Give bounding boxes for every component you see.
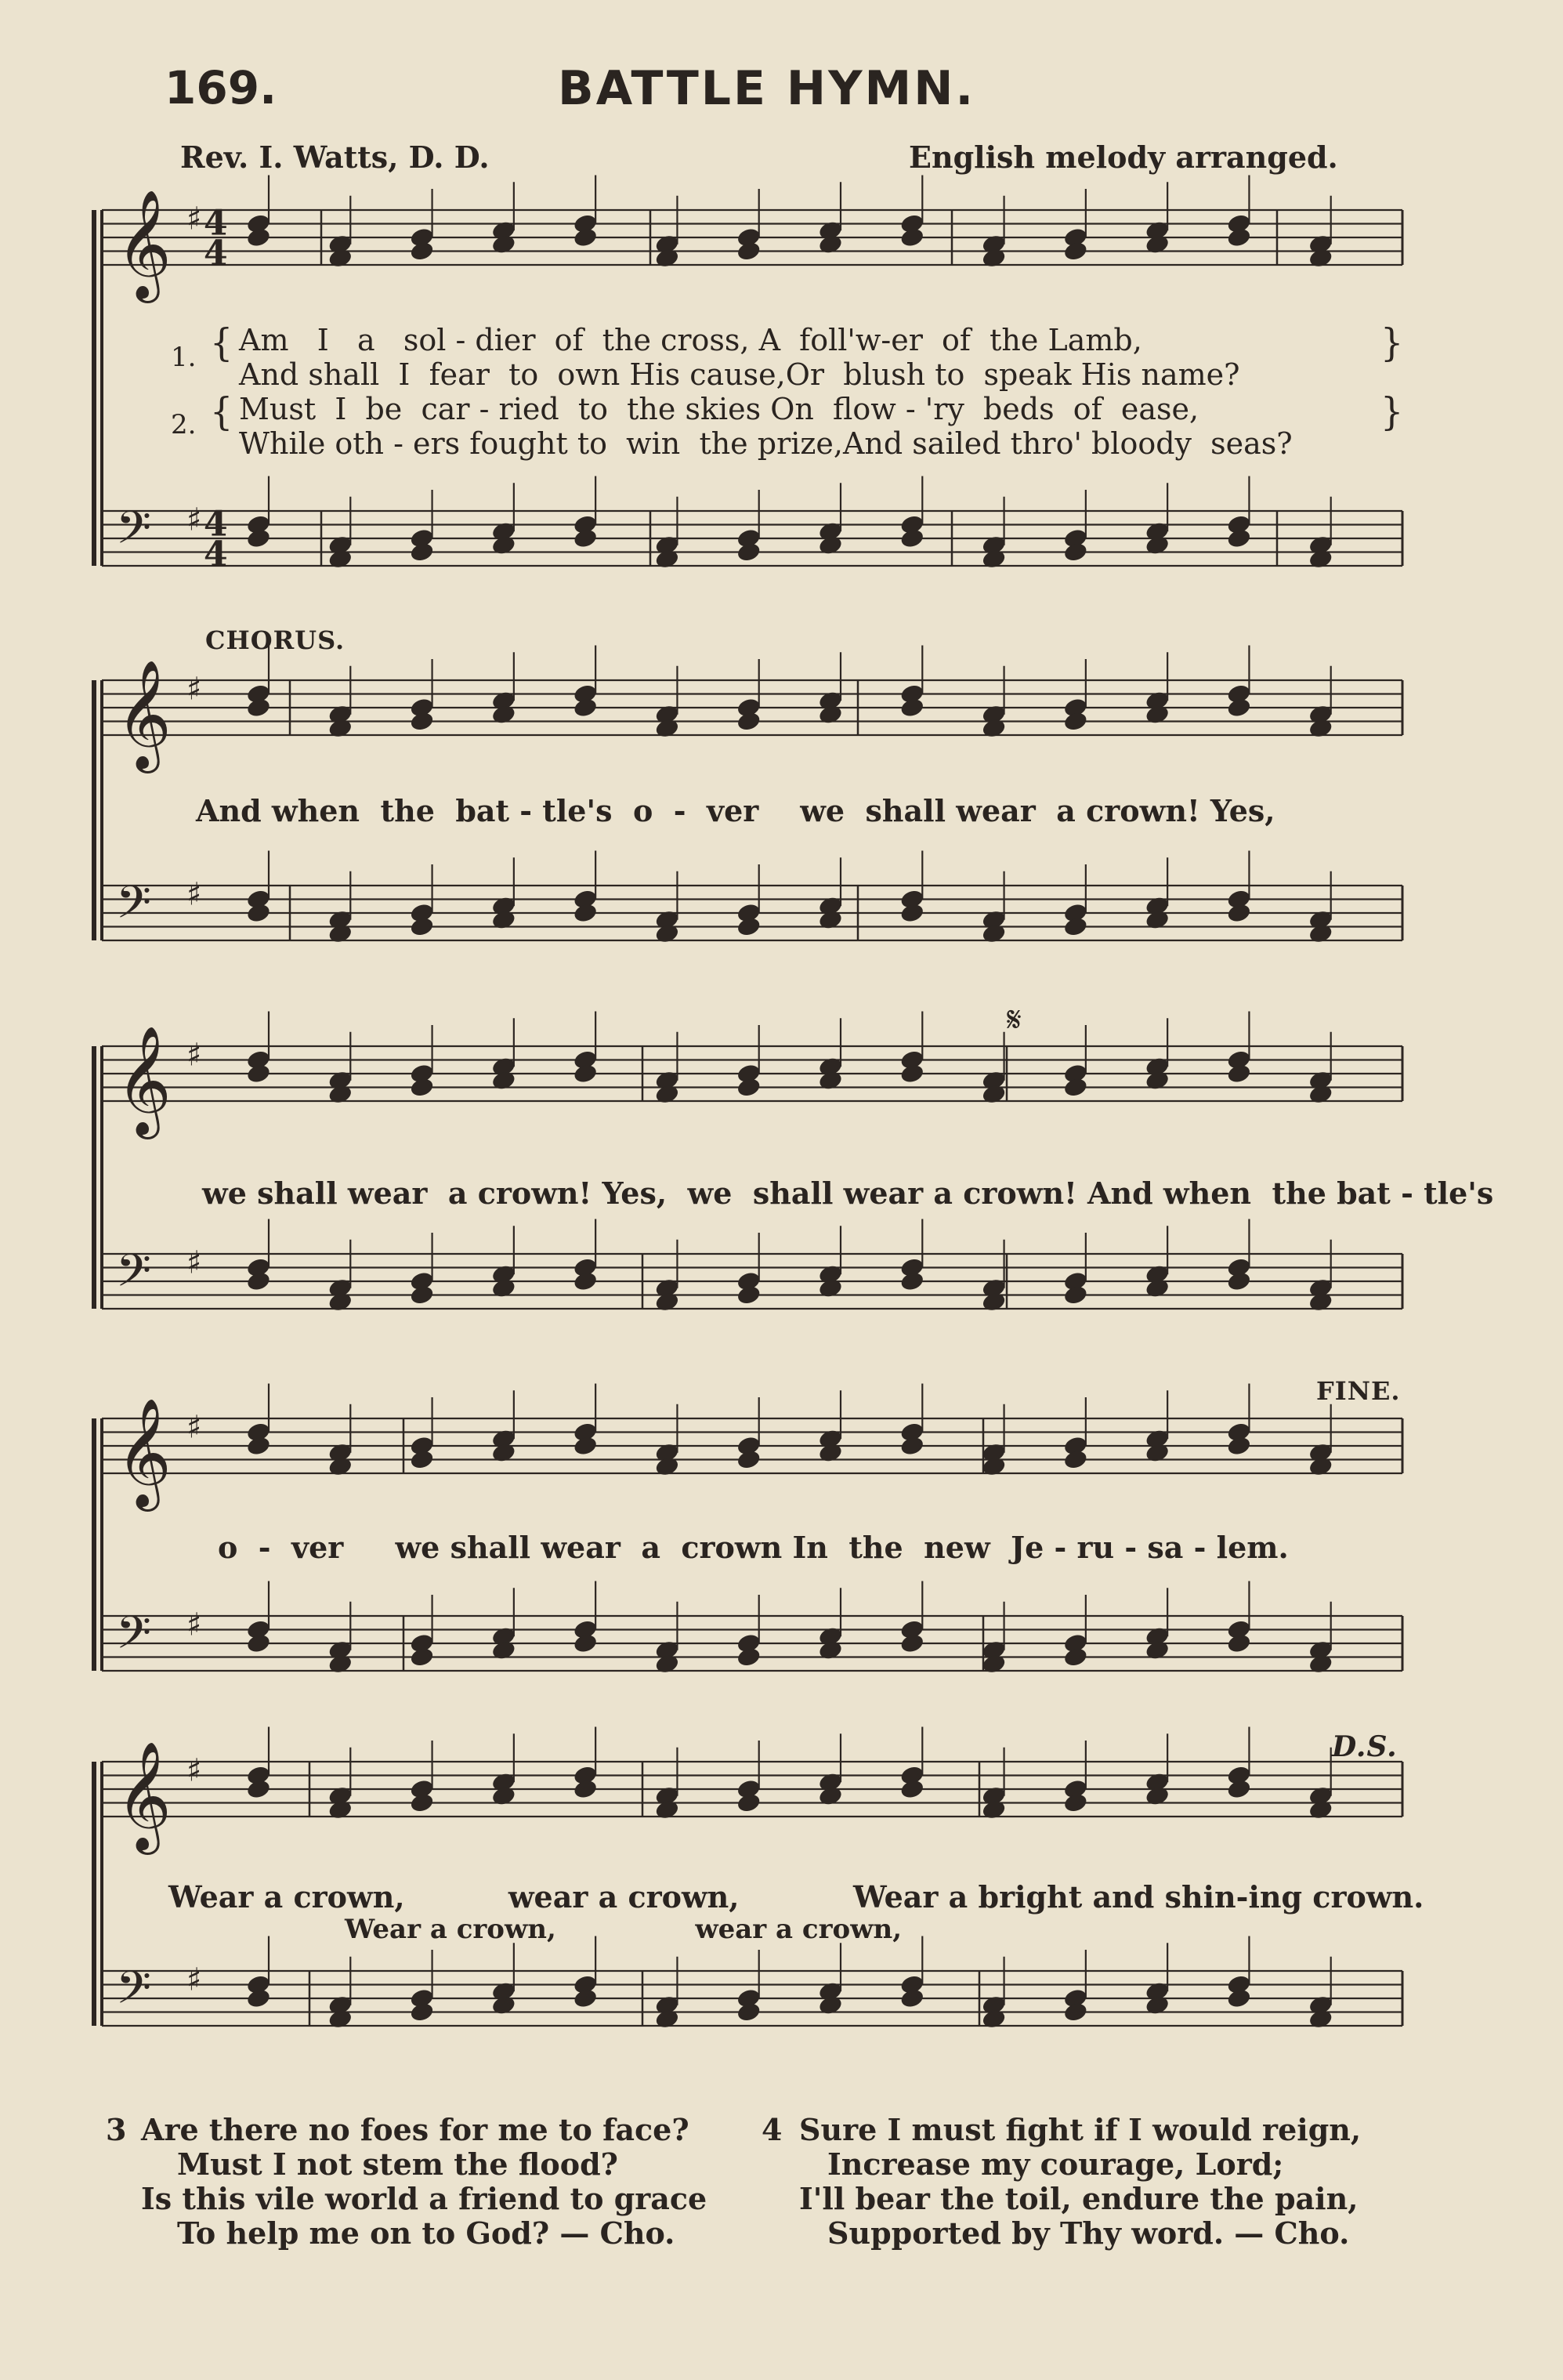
stanza-3-line: To help me on to God? — Cho. [177,2215,675,2251]
notehead [1062,710,1088,732]
notehead [654,1653,680,1675]
verse-brace-right-2: } [1380,389,1404,434]
notehead [1308,717,1333,739]
notehead [245,226,271,248]
key-signature-sharp: ♯ [186,1751,202,1789]
verse-brace-left-2: { [210,389,233,434]
notehead [1226,1435,1252,1457]
notehead [409,915,435,937]
notehead [409,1076,435,1098]
stanza-3-line: Must I not stem the flood? [177,2146,618,2182]
notehead [1226,1778,1252,1800]
notehead [654,1455,680,1477]
lyric-verse1-line1: Am I a sol - dier of the cross, A foll'w-er of the Lamb, [239,323,1142,357]
lyric-verse2-line1: Must I be car - ried to the skies On flow - 'ry beds of ease, [239,392,1199,426]
stanza-3-line: Is this vile world a friend to grace [141,2181,707,2216]
notehead [327,1653,353,1675]
lyric-chorus-line1: And when the bat - tle's o - ver we shall wear a crown! Yes, [196,793,1275,828]
stanza-4-line: Increase my courage, Lord; [827,2146,1284,2182]
notehead [899,1778,925,1800]
stanza-4-line: Sure I must fight if I would reign, [799,2112,1362,2147]
treble-clef-icon: 𝄞 [116,190,172,299]
notehead [1308,548,1333,570]
notehead [1145,1639,1170,1661]
notehead [409,710,435,732]
notehead [245,1063,271,1085]
treble-clef-icon: 𝄞 [116,1741,172,1850]
bass-clef-icon: 𝄢 [116,875,152,940]
notehead [490,534,516,556]
notehead [490,909,516,931]
stanza-3 [141,2113,707,2251]
notehead [1226,1270,1252,1292]
notehead [817,534,843,556]
notehead [1226,1063,1252,1085]
bass-clef-icon: 𝄢 [116,1606,152,1671]
notehead [573,1632,599,1654]
notehead [327,717,353,739]
time-sig-top: 4 [204,504,228,545]
notehead [736,710,762,732]
key-signature-sharp: ♯ [186,1408,202,1446]
key-signature-sharp: ♯ [186,1961,202,1998]
notehead [817,234,843,255]
stanza-3-number: 3 [106,2112,127,2147]
notehead [573,902,599,924]
notehead [573,226,599,248]
notehead [1145,909,1170,931]
notehead [981,2008,1007,2030]
lyric-chorus-bass-echo: Wear a crown, wear a crown, [345,1914,903,1945]
notehead [654,1291,680,1313]
lyric-chorus-line4: Wear a crown, wear a crown, Wear a bright and shin-ing crown. [168,1879,1424,1915]
notehead [817,1994,843,2016]
notehead [245,1987,271,2009]
notehead [1062,1448,1088,1470]
notehead [899,226,925,248]
notehead [817,909,843,931]
ds-mark: D.S. [1332,1730,1398,1763]
bass-clef-icon: 𝄢 [116,1961,152,2026]
notehead [1145,1994,1170,2016]
notehead [1145,1785,1170,1807]
notehead [1062,1791,1088,1813]
notehead [327,1455,353,1477]
notehead [654,717,680,739]
lyric-chorus-line3: o - ver we shall wear a crown In the new Je - ru - sa - lem. [218,1530,1289,1565]
notehead [1308,1455,1333,1477]
notehead [1062,541,1088,563]
notehead [245,1778,271,1800]
notehead [817,1785,843,1807]
verse-number-1: 1. [171,342,197,373]
treble-clef-icon: 𝄞 [116,1026,172,1135]
notehead [981,1653,1007,1675]
key-signature-sharp: ♯ [186,875,202,913]
notehead [327,548,353,570]
notehead [573,527,599,549]
hymn-number: 169. [165,61,277,114]
notehead [899,1063,925,1085]
notehead [490,234,516,255]
notehead [490,1785,516,1807]
notehead [736,1646,762,1668]
stanza-3-line: Are there no foes for me to face? [141,2112,689,2147]
key-signature-sharp: ♯ [186,501,202,538]
notehead [817,1070,843,1092]
notehead [981,1455,1007,1477]
notehead [736,915,762,937]
notehead [899,697,925,719]
lyric-verse1-line2: And shall I fear to own His cause,Or blush to speak His name? [239,357,1240,392]
notehead [654,548,680,570]
notehead [1226,1987,1252,2009]
notehead [490,1070,516,1092]
notehead [736,1448,762,1470]
notehead [654,1799,680,1820]
notehead [1145,1442,1170,1464]
verse-number-2: 2. [171,409,197,440]
notehead [1145,234,1170,255]
treble-clef-icon: 𝄞 [116,1398,172,1507]
notehead [490,704,516,726]
time-sig-top: 4 [204,203,228,244]
notehead [327,1291,353,1313]
notehead [817,1639,843,1661]
notehead [573,1778,599,1800]
notehead [1145,1277,1170,1299]
notehead [409,1791,435,1813]
segno-sign: 𝄋 [1007,1000,1022,1040]
notehead [899,527,925,549]
chorus-label: CHORUS. [205,625,346,655]
lyric-verse2-line2: While oth - ers fought to win the prize,And sailed thro' bloody seas? [239,426,1293,461]
key-signature-sharp: ♯ [186,1036,202,1074]
notehead [327,247,353,269]
notehead [409,240,435,262]
notehead [1226,1632,1252,1654]
notehead [1062,240,1088,262]
notehead [817,1442,843,1464]
notehead [736,1076,762,1098]
bass-clef-icon: 𝄢 [116,501,152,566]
notehead [981,548,1007,570]
notehead [899,1270,925,1292]
stanza-4 [799,2113,1361,2251]
notehead [1308,922,1333,944]
notehead [1062,1076,1088,1098]
notehead [1226,902,1252,924]
notehead [899,902,925,924]
notehead [1062,1646,1088,1668]
notehead [327,1799,353,1820]
treble-clef-icon: 𝄞 [116,660,172,769]
notehead [899,1987,925,2009]
stanza-4-line: I'll bear the toil, endure the pain, [799,2181,1359,2216]
notehead [817,704,843,726]
notehead [981,1291,1007,1313]
key-signature-sharp: ♯ [186,1606,202,1643]
notehead [1062,1284,1088,1306]
notehead [327,922,353,944]
notehead [654,2008,680,2030]
notehead [736,240,762,262]
notehead [1308,247,1333,269]
notehead [1062,2001,1088,2023]
key-signature-sharp: ♯ [186,670,202,708]
notehead [1145,534,1170,556]
notehead [899,1632,925,1654]
notehead [1308,1653,1333,1675]
hymn-title: BATTLE HYMN. [558,61,976,116]
stanza-4-line: Supported by Thy word. — Cho. [827,2215,1350,2251]
notehead [490,1994,516,2016]
bass-clef-icon: 𝄢 [116,1244,152,1309]
notehead [654,247,680,269]
notehead [1062,915,1088,937]
notehead [1226,226,1252,248]
key-signature-sharp: ♯ [186,200,202,237]
time-sig-bottom: 4 [204,534,228,574]
notehead [245,1435,271,1457]
notehead [490,1277,516,1299]
key-signature-sharp: ♯ [186,1244,202,1281]
notehead [736,1791,762,1813]
arranger-credit: English melody arranged. [909,139,1338,175]
notehead [245,527,271,549]
verse-brace-left-1: { [210,320,233,365]
notehead [409,2001,435,2023]
notehead [736,2001,762,2023]
notehead [981,1799,1007,1820]
notehead [573,1435,599,1457]
notehead [981,1083,1007,1105]
stanza-4-number: 4 [762,2112,783,2147]
notehead [490,1639,516,1661]
notehead [981,247,1007,269]
notehead [573,1270,599,1292]
notehead [573,697,599,719]
notehead [409,1448,435,1470]
notehead [654,1083,680,1105]
author-credit: Rev. I. Watts, D. D. [180,139,490,175]
notehead [1145,704,1170,726]
notehead [409,1284,435,1306]
notehead [736,541,762,563]
notehead [736,1284,762,1306]
fine-mark: FINE. [1316,1376,1401,1406]
notehead [245,697,271,719]
notehead [654,922,680,944]
notehead [573,1063,599,1085]
notehead [817,1277,843,1299]
notehead [1145,1070,1170,1092]
notehead [1308,1083,1333,1105]
notehead [327,1083,353,1105]
notehead [490,1442,516,1464]
notehead [1308,2008,1333,2030]
notehead [409,1646,435,1668]
notehead [899,1435,925,1457]
notehead [245,1270,271,1292]
notehead [245,1632,271,1654]
time-sig-bottom: 4 [204,234,228,274]
notehead [1308,1799,1333,1820]
notehead [245,902,271,924]
notehead [981,717,1007,739]
verse-brace-right-1: } [1380,320,1404,365]
notehead [409,541,435,563]
notehead [1226,527,1252,549]
notehead [981,922,1007,944]
notehead [327,2008,353,2030]
notehead [1308,1291,1333,1313]
notehead [573,1987,599,2009]
lyric-chorus-line2: we shall wear a crown! Yes, we shall wear a crown! And when the bat - tle's [202,1176,1494,1211]
notehead [1226,697,1252,719]
